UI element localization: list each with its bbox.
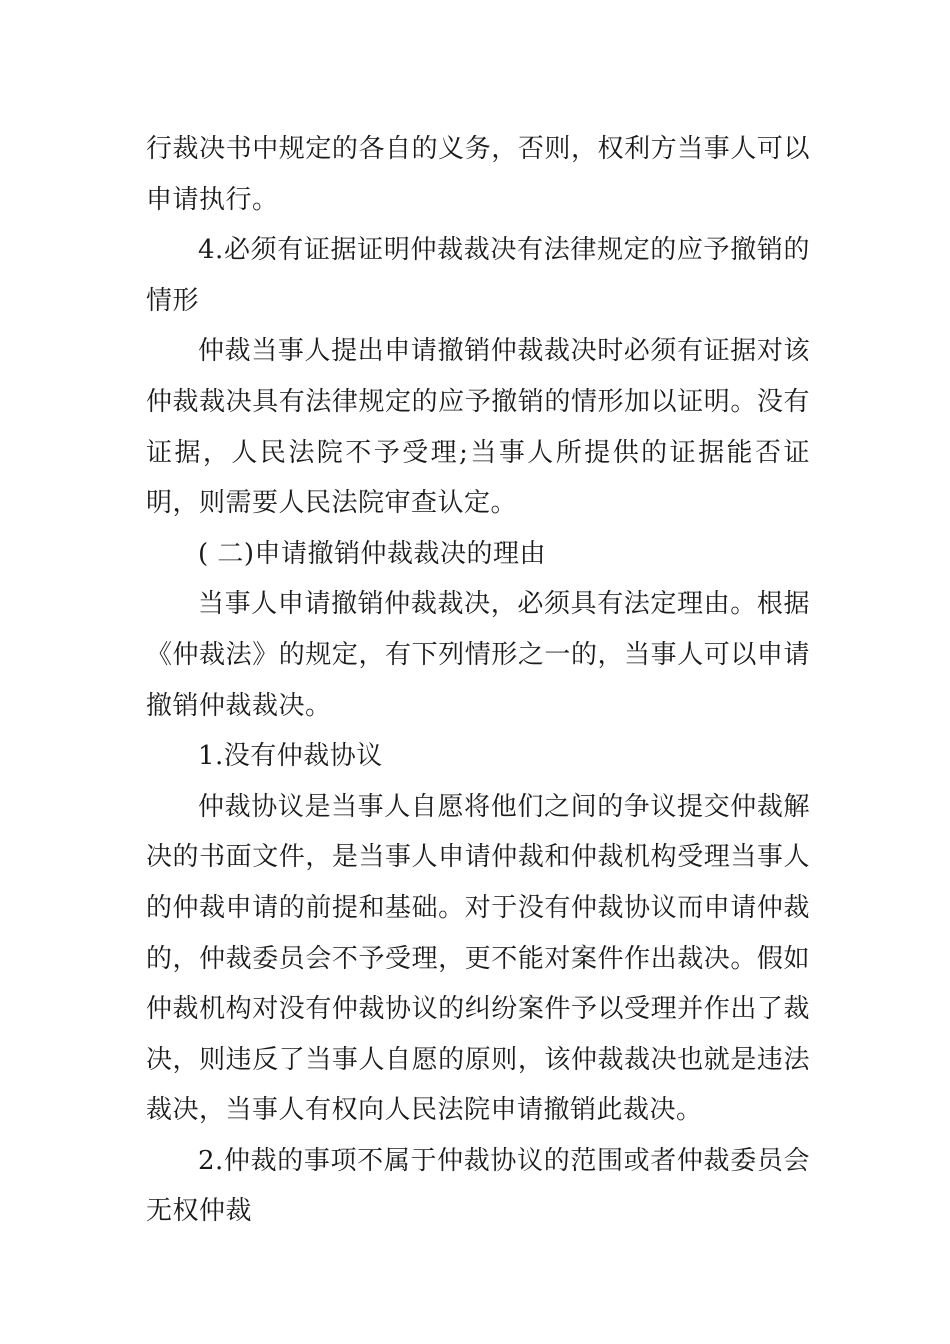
paragraph-heading-2: 2.仲裁的事项不属于仲裁协议的范围或者仲裁委员会无权仲裁 [146,1145,810,1227]
section-heading-2: ( 二)申请撤销仲裁裁决的理由 [198,538,547,569]
paragraph-agreement: 仲裁协议是当事人自愿将他们之间的争议提交仲裁解决的书面文件，是当事人申请仲裁和仲裁机构受理当事人的仲裁申请的前提和基础。对于没有仲裁协议而申请仲裁的，仲裁委员会不予受理，更不能对案件作出裁决。假如仲裁机构对没有仲裁协议的纠纷案件予以受理并作出了裁决，则违反了当事人自愿的原则，该仲裁裁决也就是违法裁决，当事人有权向人民法院申请撤销此裁决。 [146,791,810,1126]
paragraph-heading-1: 1.没有仲裁协议 [198,741,383,772]
paragraph-evidence: 仲裁当事人提出申请撤销仲裁裁决时必须有证据对该仲裁裁决具有法律规定的应予撤销的情形加以证明。没有证据，人民法院不予受理;当事人所提供的证据能否证明，则需要人民法院审查认定。 [146,336,810,519]
paragraph-heading-4: 4.必须有证据证明仲裁裁决有法律规定的应予撤销的情形 [146,235,810,316]
paragraph-grounds: 当事人申请撤销仲裁裁决，必须具有法定理由。根据《仲裁法》的规定，有下列情形之一的，当事人可以申请撤销仲裁裁决。 [146,589,810,721]
paragraph-continuation: 行裁决书中规定的各自的义务，否则，权利方当事人可以申请执行。 [146,134,810,215]
document-body [146,124,810,1237]
